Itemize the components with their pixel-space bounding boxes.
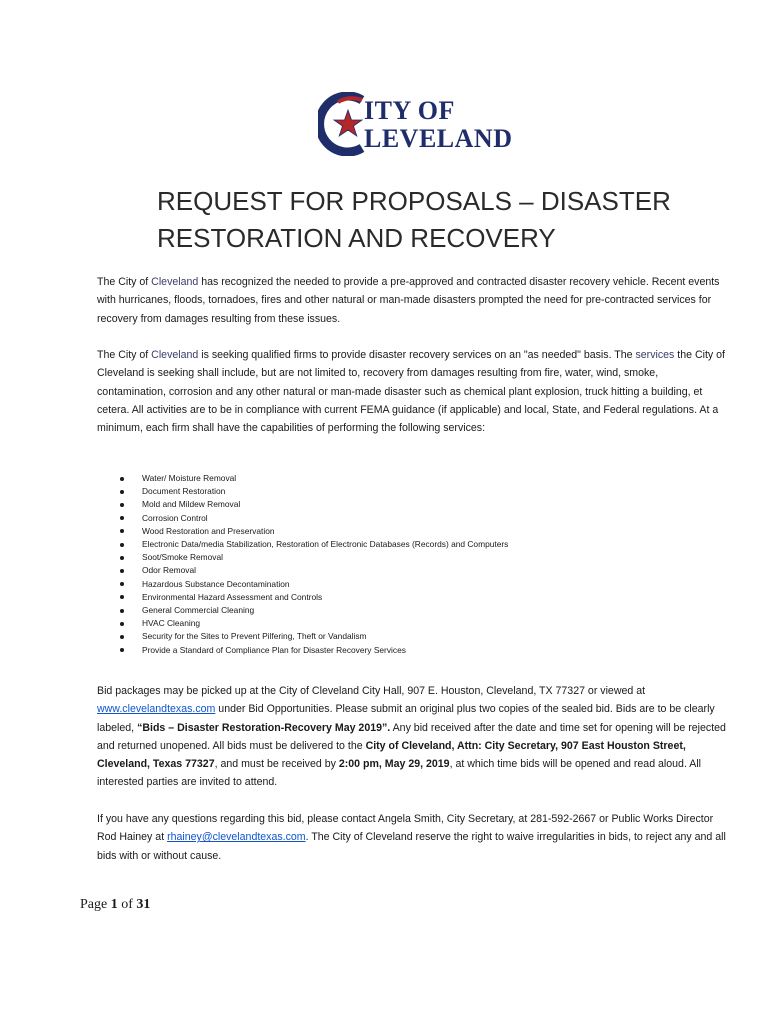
bid-address: City of Cleveland, Attn: City Secretary, 907 East Houston Street, Cleveland, Texas 77327: [97, 739, 686, 771]
list-item: Wood Restoration and Preservation: [118, 525, 532, 538]
bid-text-4: , and must be received by: [214, 758, 339, 771]
list-item: Environmental Hazard Assessment and Controls: [118, 591, 532, 604]
bid-deadline: 2:00 pm, May 29, 2019: [338, 758, 450, 771]
list-item: Hazardous Substance Decontamination: [118, 578, 532, 591]
scope-text-3: the City of Cleveland is seeking shall include, but are not limited to, recovery from damages resulting from fire, water, wind, smoke, contamination, corrosion and any other natural or man-made disaster such as chemical plant explosion, truck hitting a building, et cetera. All activities are to be in compliance with current FEMA guidance (if applicable) and local, State, and Federal regulations. At a minimum, each firm shall have the capabilities of performing the following services:: [97, 349, 725, 435]
contact-text-2: . The City of Cleveland reserve the right to waive irregularities in bids, to reject any and all bids with or without cause.: [97, 831, 726, 862]
scope-services-word: services: [635, 349, 675, 361]
scope-text-2: is seeking qualified firms to provide disaster recovery services on an "as needed" basis. The: [198, 349, 636, 361]
list-item: Soot/Smoke Removal: [118, 551, 532, 564]
logo-line-2: LEVELAND: [364, 124, 513, 153]
intro-text-rest: has recognized the needed to provide a pre-approved and contracted disaster recovery vehicle. Recent events with hurricanes, floods, tornadoes, fires and other natural or man-made disasters prompted the need for pre-contracted services for recovery from damages resulting from these issues.: [97, 276, 720, 325]
list-item: Mold and Mildew Removal: [118, 498, 532, 511]
bid-paragraph: [97, 682, 729, 792]
list-item: Document Restoration: [118, 485, 532, 498]
website-link[interactable]: www.clevelandtexas.com: [97, 703, 216, 716]
bid-text-5: , at which time bids will be opened and read aloud. All interested parties are invited to attend.: [97, 758, 702, 789]
list-item: Water/ Moisture Removal: [118, 472, 532, 485]
star-icon: [334, 110, 362, 136]
contact-text: If you have any questions regarding this bid, please contact Angela Smith, City Secretary, at 281-592-2667 or Public Works Director Rod Hainey at: [97, 813, 714, 844]
list-item: HVAC Cleaning: [118, 617, 532, 630]
scope-paragraph: [97, 346, 729, 437]
list-item: Corrosion Control: [118, 512, 532, 525]
list-item: General Commercial Cleaning: [118, 604, 532, 617]
bid-label: “Bids – Disaster Restoration-Recovery May 2019”.: [137, 721, 391, 734]
bid-text-3: Any bid received after the date and time set for opening will be rejected and returned unopened. All bids must be delivered to the: [97, 721, 726, 752]
intro-text: The City of: [97, 276, 152, 288]
scope-city: Cleveland: [151, 349, 199, 361]
page-word: Page: [80, 897, 111, 912]
list-item: Security for the Sites to Prevent Pilfering, Theft or Vandalism: [118, 630, 532, 643]
intro-city: Cleveland: [151, 276, 199, 288]
list-item: Electronic Data/media Stabilization, Restoration of Electronic Databases (Records) and Computers: [118, 538, 532, 551]
email-link[interactable]: rhainey@clevelandtexas.com: [167, 831, 306, 844]
page-footer: [80, 897, 150, 913]
list-item: Odor Removal: [118, 564, 532, 577]
logo-line-1: ITY OF: [364, 96, 455, 125]
intro-paragraph: [97, 273, 729, 328]
page-current: 1: [110, 897, 118, 912]
scope-text: The City of: [97, 349, 152, 361]
contact-paragraph: [97, 810, 729, 865]
services-list: [118, 472, 532, 657]
page-total: 31: [136, 897, 151, 912]
city-logo: [318, 92, 518, 156]
page-of-word: of: [117, 897, 137, 912]
bid-text: Bid packages may be picked up at the City of Cleveland City Hall, 907 E. Houston, Cleveland, TX 77327 or viewed at: [97, 685, 646, 697]
bid-text-2: under Bid Opportunities. Please submit an original plus two copies of the sealed bid. Bids are to be clearly labeled,: [97, 703, 715, 734]
list-item: Provide a Standard of Compliance Plan for Disaster Recovery Services: [118, 644, 532, 657]
document-title: REQUEST FOR PROPOSALS – DISASTER RESTORATION AND RECOVERY: [157, 186, 671, 253]
